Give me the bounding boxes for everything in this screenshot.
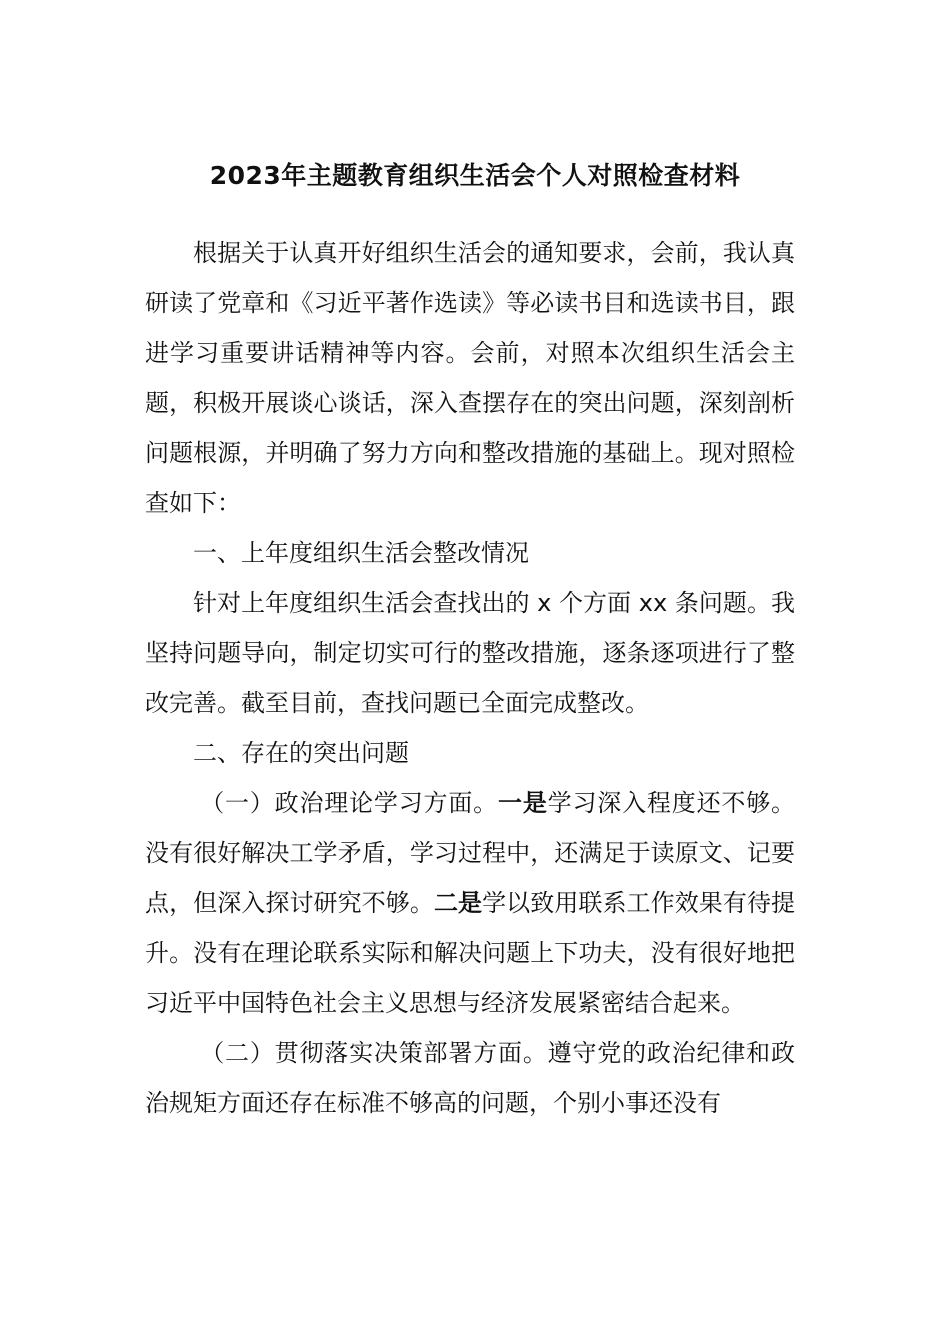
section-1-heading: 一、上年度组织生活会整改情况: [193, 539, 529, 567]
section-1-paragraph: 针对上年度组织生活会查找出的 x 个方面 xx 条问题。我坚持问题导向，制定切实可行的整改措施，逐条逐项进行了整改完善。截至目前，查找问题已全面完成整改。: [145, 589, 795, 717]
item-1-point-1-label: 一是: [498, 789, 548, 817]
document-body: [145, 228, 795, 1128]
document-title: 2023年主题教育组织生活会个人对照检查材料: [209, 161, 741, 190]
intro-paragraph: 根据关于认真开好组织生活会的通知要求，会前，我认真研读了党章和《习近平著作选读》等必读书目和选读书目，跟进学习重要讲话精神等内容。会前，对照本次组织生活会主题，积极开展谈心谈话，深入查摆存在的突出问题，深刻剖析问题根源，并明确了努力方向和整改措施的基础上。现对照检查如下：: [145, 239, 795, 517]
item-1-lead: （一）政治理论学习方面。: [200, 789, 499, 817]
item-1-point-2-text: 学以致用联系工作效果有待提升。没有在理论联系实际和解决问题上下功夫，没有很好地把习近平中国特色社会主义思想与经济发展紧密结合起来。: [145, 889, 796, 1017]
section-2-item-2: （二）贯彻落实决策部署方面。遵守党的政治纪律和政治规矩方面还存在标准不够高的问题，个别小事还没有: [145, 1039, 795, 1117]
section-2-heading: 二、存在的突出问题: [193, 739, 409, 767]
item-1-point-1-text: 学习深入程度还不够。没有很好解决工学矛盾，学习过程中，还满足于读原文、记要点，但深入探讨研究不够。: [145, 789, 796, 917]
section-2-item-1: [145, 778, 795, 1028]
item-1-point-2-label: 二是: [433, 889, 483, 917]
